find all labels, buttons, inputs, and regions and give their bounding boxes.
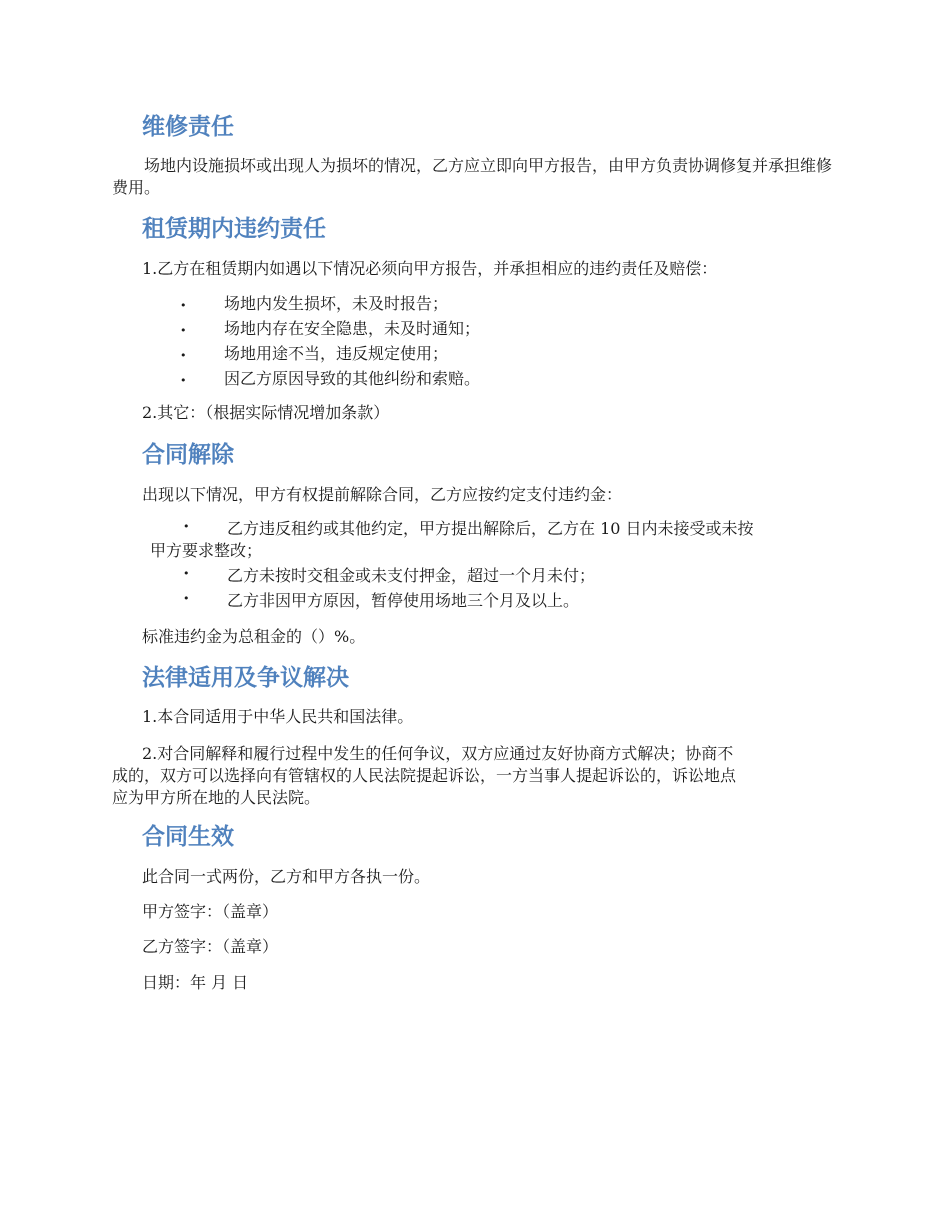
list-item: • 场地内存在安全隐患，未及时通知； <box>180 318 840 343</box>
list-item-continuation: 甲方要求整改； <box>150 541 263 560</box>
paragraph-law-1: 1.本合同适用于中华人民共和国法律。 <box>142 707 414 726</box>
paragraph-law-2-line-2: 成的，双方可以选择向有管辖权的人民法院提起诉讼，一方当事人提起诉讼的，诉讼地点 <box>112 766 737 785</box>
bullet-icon: • <box>183 520 190 533</box>
list-item: • 乙方非因甲方原因，暂停使用场地三个月及以上。 <box>183 591 580 610</box>
signature-party-a: 甲方签字：（盖章） <box>142 902 279 921</box>
heading-law: 法律适用及争议解决 <box>142 665 349 691</box>
heading-breach: 租赁期内违约责任 <box>142 216 326 242</box>
bullet-icon: • <box>180 324 187 337</box>
list-item: • 乙方未按时交租金或未支付押金，超过一个月未付； <box>183 566 596 585</box>
bullet-icon: • <box>183 592 190 605</box>
paragraph-breach-other: 2.其它：（根据实际情况增加条款） <box>142 403 390 422</box>
signature-date: 日期：年 月 日 <box>142 973 249 992</box>
paragraph-law-2-line-3: 应为甲方所在地的人民法院。 <box>112 788 321 807</box>
heading-termination: 合同解除 <box>142 442 234 468</box>
signature-party-b: 乙方签字：（盖章） <box>142 937 279 956</box>
list-item: • 场地用途不当，违反规定使用； <box>180 343 840 368</box>
bullet-icon: • <box>180 299 187 312</box>
bullet-icon: • <box>183 567 190 580</box>
paragraph-effect: 此合同一式两份，乙方和甲方各执一份。 <box>142 867 431 886</box>
paragraph-maintenance: 场地内设施损坏或出现人为损坏的情况，乙方应立即向甲方报告，由甲方负责协调修复并承担维修费用。 <box>112 156 833 197</box>
list-item: • 因乙方原因导致的其他纠纷和索赔。 <box>180 368 840 393</box>
list-item: • 乙方违反租约或其他约定，甲方提出解除后，乙方在 10 日内未接受或未按 <box>183 519 754 538</box>
paragraph-breach-intro: 1.乙方在租赁期内如遇以下情况必须向甲方报告，并承担相应的违约责任及赔偿： <box>142 259 718 278</box>
heading-maintenance: 维修责任 <box>142 114 234 140</box>
bullet-icon: • <box>180 349 187 362</box>
bullet-icon: • <box>180 374 187 387</box>
paragraph-termination-intro: 出现以下情况，甲方有权提前解除合同，乙方应按约定支付违约金： <box>142 485 623 504</box>
heading-effect: 合同生效 <box>142 824 234 850</box>
list-item: • 场地内发生损坏，未及时报告； <box>180 293 840 318</box>
paragraph-law-2-line-1: 2.对合同解释和履行过程中发生的任何争议，双方应通过友好协商方式解决；协商不 <box>142 744 734 763</box>
paragraph-penalty: 标准违约金为总租金的（）%。 <box>142 627 366 646</box>
breach-list <box>180 293 840 393</box>
